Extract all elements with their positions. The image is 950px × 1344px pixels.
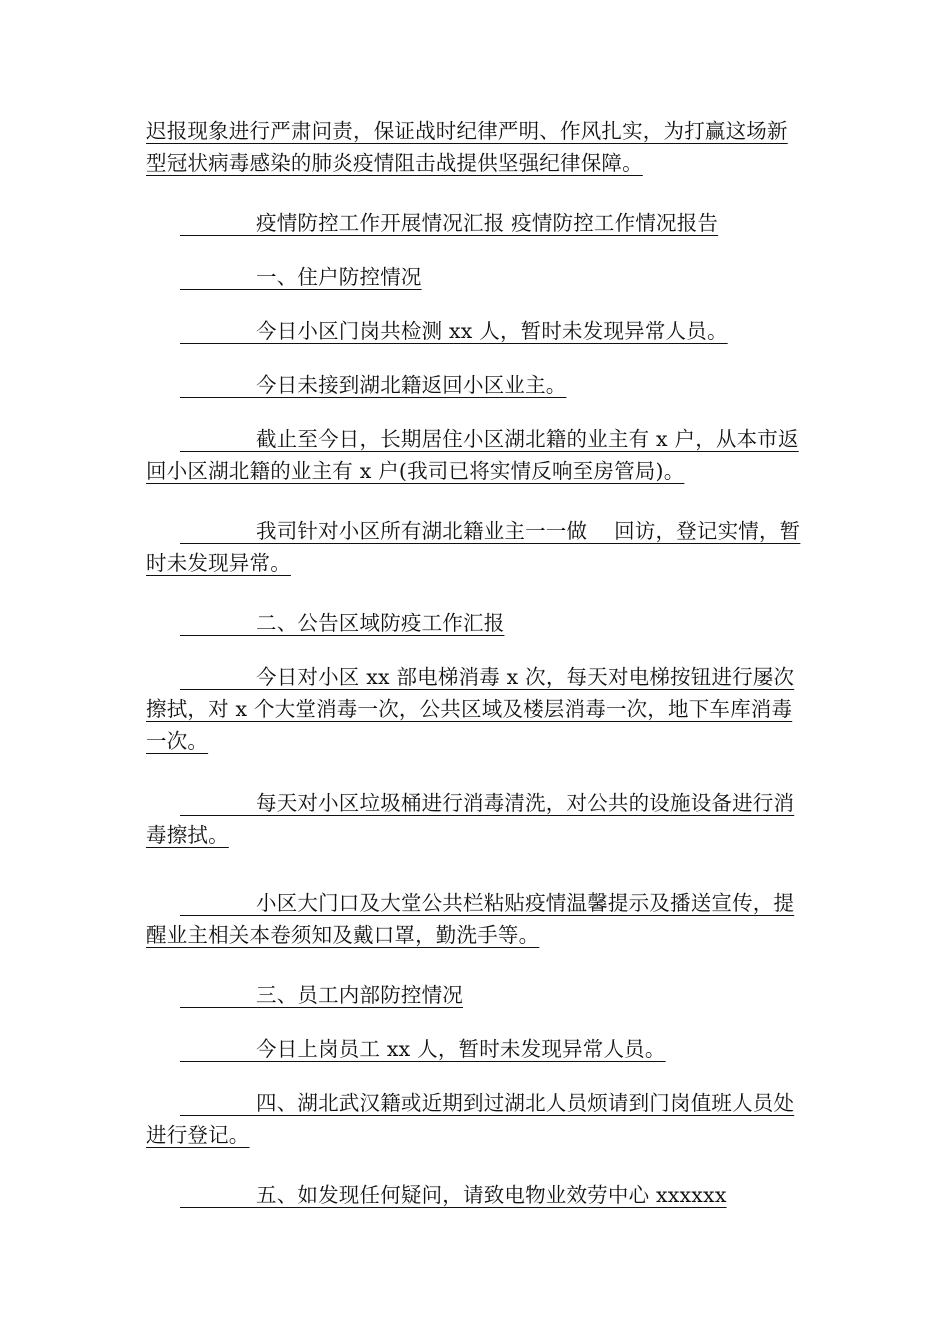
indent-underline bbox=[180, 1060, 256, 1062]
indent-underline bbox=[180, 396, 256, 398]
indent-underline bbox=[180, 234, 256, 236]
paragraph-text: 疫情防控工作开展情况汇报 疫情防控工作情况报告 bbox=[256, 211, 719, 235]
paragraph bbox=[146, 1033, 806, 1065]
indent-underline bbox=[180, 688, 256, 690]
indent-underline bbox=[180, 1114, 256, 1116]
paragraph bbox=[146, 887, 806, 951]
paragraph-text: 五、如发现任何疑问，请致电物业效劳中心 xxxxxx bbox=[256, 1183, 727, 1207]
paragraph-text: 今日未接到湖北籍返回小区业主。 bbox=[256, 373, 567, 397]
indent-underline bbox=[180, 288, 256, 290]
indent-underline bbox=[180, 634, 256, 636]
indent-underline bbox=[180, 1206, 256, 1208]
indent-underline bbox=[180, 450, 256, 452]
paragraph-text: 今日小区门岗共检测 xx 人，暂时未发现异常人员。 bbox=[256, 319, 728, 343]
paragraph-text: 今日上岗员工 xx 人，暂时未发现异常人员。 bbox=[256, 1037, 666, 1061]
section-heading-4 bbox=[146, 1087, 806, 1151]
indent-underline bbox=[180, 1006, 256, 1008]
paragraph-text: 迟报现象进行严肃问责，保证战时纪律严明、作风扎实，为打赢这场新型冠状病毒感染的肺炎疫情阻击战提供坚强纪律保障。 bbox=[146, 119, 788, 175]
paragraph-text: 截止至今日，长期居住小区湖北籍的业主有 x 户，从本市返回小区湖北籍的业主有 x 户(我司已将实情反响至房管局)。 bbox=[146, 427, 799, 483]
indent-underline bbox=[180, 542, 256, 544]
paragraph-text: 我司针对小区所有湖北籍业主一一做 回访，登记实情，暂时未发现异常。 bbox=[146, 519, 801, 575]
section-heading-1 bbox=[146, 261, 806, 293]
paragraph-continuation bbox=[146, 115, 806, 179]
section-heading-3 bbox=[146, 979, 806, 1011]
paragraph bbox=[146, 515, 806, 579]
indent-underline bbox=[180, 342, 256, 344]
paragraph bbox=[146, 423, 806, 487]
paragraph-text: 每天对小区垃圾桶进行消毒清洗，对公共的设施设备进行消毒擦拭。 bbox=[146, 791, 795, 847]
indent-underline bbox=[180, 914, 256, 916]
paragraph bbox=[146, 661, 806, 757]
paragraph bbox=[146, 787, 806, 851]
section-heading-2 bbox=[146, 607, 806, 639]
section-heading-5 bbox=[146, 1179, 806, 1211]
paragraph bbox=[146, 369, 806, 401]
paragraph-text: 一、住户防控情况 bbox=[256, 265, 422, 289]
paragraph-text: 小区大门口及大堂公共栏粘贴疫情温馨提示及播送宣传，提醒业主相关本卷须知及戴口罩，勤洗手等。 bbox=[146, 891, 795, 947]
paragraph-text: 二、公告区域防疫工作汇报 bbox=[256, 611, 505, 635]
paragraph bbox=[146, 315, 806, 347]
paragraph-text: 三、员工内部防控情况 bbox=[256, 983, 463, 1007]
indent-underline bbox=[180, 814, 256, 816]
paragraph-text: 四、湖北武汉籍或近期到过湖北人员烦请到门岗值班人员处进行登记。 bbox=[146, 1091, 795, 1147]
paragraph-text: 今日对小区 xx 部电梯消毒 x 次，每天对电梯按钮进行屡次擦拭，对 x 个大堂消毒一次，公共区域及楼层消毒一次，地下车库消毒一次。 bbox=[146, 665, 795, 753]
paragraph-title bbox=[146, 207, 806, 239]
